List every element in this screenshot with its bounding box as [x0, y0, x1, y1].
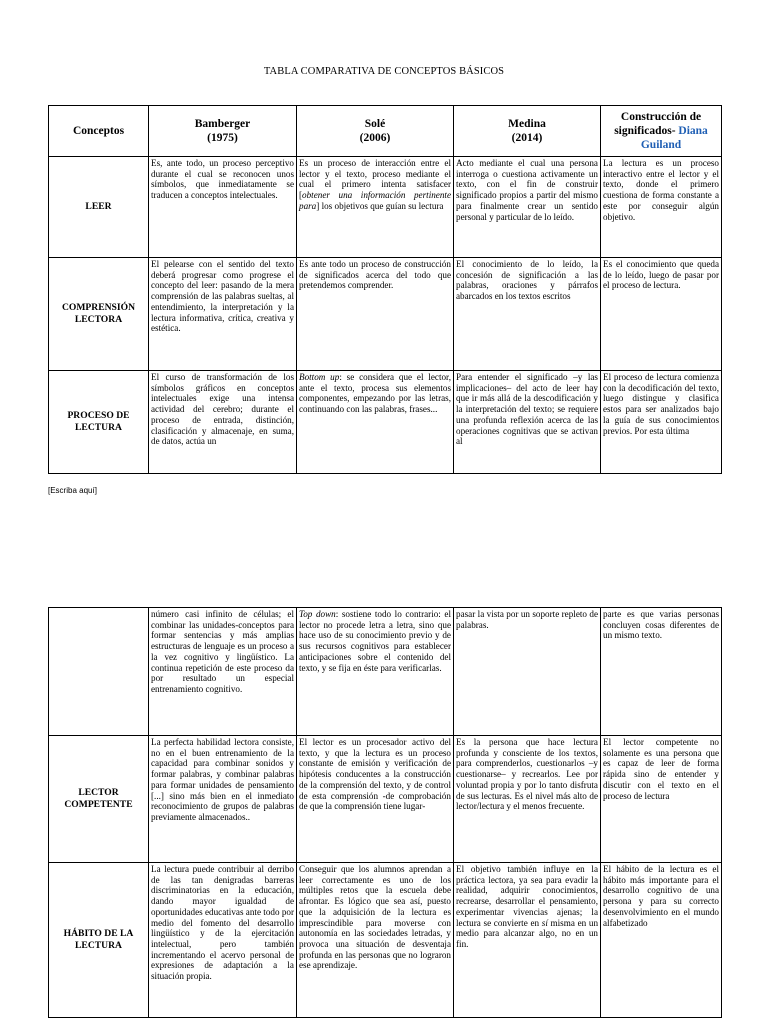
- header-bamberger: [149, 106, 297, 157]
- guiland-cell: El lector competente no solamente es una persona que es capaz de leer de forma rápida sino de entender y discutir con el texto en el proceso de lectura: [601, 736, 722, 863]
- concept-cell: HÁBITO DE LA LECTURA: [49, 863, 149, 1018]
- medina-cell: Acto mediante el cual una persona interroga o cuestiona activamente un texto, con el fin de construir significado propios a partir del mismo para finalmente crear un sentido personal y particular de lo leído.: [454, 157, 601, 258]
- bamberger-cell: Es, ante todo, un proceso perceptivo durante el cual se reconocen unos símbolos, que inmediatamente se traducen a conceptos intelectuales.: [149, 157, 297, 258]
- medina-cell: [454, 371, 601, 474]
- sole-cell: Conseguir que los alumnos aprendan a leer correctamente es uno de los múltiples retos que la escuela debe afrontar. Es lógico que sea así, puesto que la adquisición de la lectura es imprescindible para moverse con autonomía en las sociedades letradas, y provoca una situación de desventaja profunda en las personas que no lograron ese aprendizaje.: [297, 863, 454, 1018]
- comparison-table-page-2: [48, 607, 722, 1018]
- table-row-leer: [49, 157, 722, 258]
- sole-cell: El lector es un procesador activo del texto, y que la lectura es un proceso constante de emisión y verificación de hipótesis conducentes a la construcción de la comprensión del texto, y de control de esta comprensión -de comprobación de que la comprensión tiene lugar-: [297, 736, 454, 863]
- table-row-habito-de-la-lectura: [49, 863, 722, 1018]
- document-title: TABLA COMPARATIVA DE CONCEPTOS BÁSICOS: [263, 66, 505, 77]
- sole-cell: [297, 371, 454, 474]
- medina-text-pre: El objetivo también influye en la práctica lectora, ya sea para evadir la realidad, adquirir conocimientos, recrearse, desarrollar el pensamiento, experimentar vivencias ajenas; la lectura se convierte en: [456, 864, 598, 928]
- sole-cell: [297, 157, 454, 258]
- write-here-placeholder[interactable]: [Escriba aquí]: [48, 486, 97, 495]
- concept-cell: LEER: [49, 157, 149, 258]
- guiland-cell: La lectura es un proceso interactivo entre el lector y el texto, donde el primero cuestiona de forma constante a este por conseguir algún objetivo.: [601, 157, 722, 258]
- sole-text-em: Top down: [299, 609, 336, 619]
- header-medina-author: Medina: [508, 118, 546, 130]
- medina-text: Para entender el significado –y las implicaciones– del acto de leer hay que ir más allá de la descodificación y la interpretación del texto; se requiere una profunda reflexión acerca de las operaciones cognitivas que se activan al: [456, 372, 598, 447]
- medina-text-em: sí: [541, 917, 548, 928]
- comparison-table-page-1: [48, 105, 722, 474]
- bamberger-cell: La lectura puede contribuir al derribo de las tan denigradas barreras discriminatorias en la educación, dando mayor igualdad de oportunidades educativas ante todo por medio del fomento del desarrollo lingüístico y de la ejercitación intelectual, pero también incrementando el acervo personal de expresiones de adaptación a la situación propia.: [149, 863, 297, 1018]
- sole-text-post: : se considera que el lector, ante el texto, procesa sus elementos componentes, empezando por las letras, continuando con las palabras, frases...: [299, 372, 451, 415]
- sole-text-post: : sostiene todo lo contrario: el lector no procede letra a letra, sino que hace uso de su conocimiento previo y de sus recursos cognitivos para establecer anticipaciones sobre el contenido del texto, y se fija en éste para verificarlas.: [299, 609, 451, 673]
- header-sole: [297, 106, 454, 157]
- header-guiland-author: Diana Guiland: [640, 125, 708, 151]
- guiland-cell: [601, 371, 722, 474]
- sole-cell: [297, 608, 454, 736]
- header-bamberger-year: (1975): [207, 132, 238, 144]
- table-row-comprension-lectora: [49, 258, 722, 371]
- sole-text-post: ] los objetivos que guían su lectura: [316, 200, 444, 211]
- concept-cell: PROCESO DE LECTURA: [49, 371, 149, 474]
- sole-text-pre: Es un proceso de interacción entre el lector y el texto, proceso mediante el cual el primero intenta satisfacer [: [299, 158, 451, 201]
- sole-text-em: Bottom up: [299, 372, 340, 382]
- header-concepts: Conceptos: [49, 106, 149, 157]
- table-header-row: [49, 106, 722, 157]
- header-medina: [454, 106, 601, 157]
- header-bamberger-author: Bamberger: [194, 118, 251, 130]
- concept-cell: [49, 608, 149, 736]
- guiland-cell: Es el conocimiento que queda de lo leído, luego de pasar por el proceso de lectura.: [601, 258, 722, 371]
- guiland-cell: El hábito de la lectura es el hábito más importante para el desarrollo cognitivo de una persona y para su correcto desenvolvimiento en el mundo alfabetizado: [601, 863, 722, 1018]
- header-sole-author: Solé: [364, 118, 386, 130]
- sole-text-em: obtener una información pertinente para: [299, 190, 451, 211]
- medina-cell: pasar la vista por un soporte repleto de palabras.: [454, 608, 601, 736]
- bamberger-cell: La perfecta habilidad lectora consiste, no en el buen entrenamiento de la capacidad para combinar sonidos y formar palabras, y combinar palabras para formar unidades de pensamiento [...] sino más bien en el inmediato reconocimiento de grupos de palabras previamente almacenados..: [149, 736, 297, 863]
- header-sole-year: (2006): [359, 132, 391, 144]
- table-row-lector-competente: [49, 736, 722, 863]
- guiland-text: El proceso de lectura comienza con la decodificación del texto, luego distingue y clasifica estos para ser analizados bajo la guía de sus conocimientos previos. Por esta última: [603, 372, 719, 436]
- bamberger-cell: El pelearse con el sentido del texto deberá progresar como progrese el concepto del leer: pasando de la mera comprensión de las palabras sueltas, al entendimiento, la interpretación y la lectura informativa, crítica, creativa y estética.: [149, 258, 297, 371]
- bamberger-cell: [149, 371, 297, 474]
- medina-text-post: misma en un medio para alcanzar algo, no en un fin.: [456, 917, 599, 949]
- medina-cell: Es la persona que hace lectura profunda y consciente de los textos, para comprenderlos, cuestionarlos –y cuestionarse– y recrearlos. Lee por voluntad propia y por lo tanto disfruta de sus lecturas. Es el nivel más alto de lector/lectura y el menos frecuente.: [454, 736, 601, 863]
- concept-cell: LECTOR COMPETENTE: [49, 736, 149, 863]
- bamberger-cell: número casi infinito de células; el combinar las unidades-conceptos para formar sentencias y más amplias estructuras de lenguaje es un proceso a la vez cognitivo y lingüístico. La continua repetición de este proceso da por resultado un especial entrenamiento cognitivo.: [149, 608, 297, 736]
- table-row-proceso-de-lectura: [49, 371, 722, 474]
- concept-cell: COMPRENSIÓN LECTORA: [49, 258, 149, 371]
- header-guiland-prefix: Construcción de significados-: [614, 111, 702, 137]
- medina-cell: El conocimiento de lo leído, la concesión de significación a las palabras, oraciones y párrafos abarcados en los textos escritos: [454, 258, 601, 371]
- header-medina-year: (2014): [511, 132, 543, 144]
- header-guiland: [601, 106, 722, 157]
- table-row-continuation: [49, 608, 722, 736]
- bamberger-text: El curso de transformación de los símbolos gráficos en conceptos intelectuales exige una intensa actividad del cerebro; durante el proceso de entrada, distinción, clasificación y almacenaje, en suma, de datos, actúa un: [151, 372, 294, 447]
- sole-cell: Es ante todo un proceso de construcción de significados acerca del todo que pretendemos comprender.: [297, 258, 454, 371]
- medina-cell: [454, 863, 601, 1018]
- guiland-cell: parte es que varias personas concluyen cosas diferentes de un mismo texto.: [601, 608, 722, 736]
